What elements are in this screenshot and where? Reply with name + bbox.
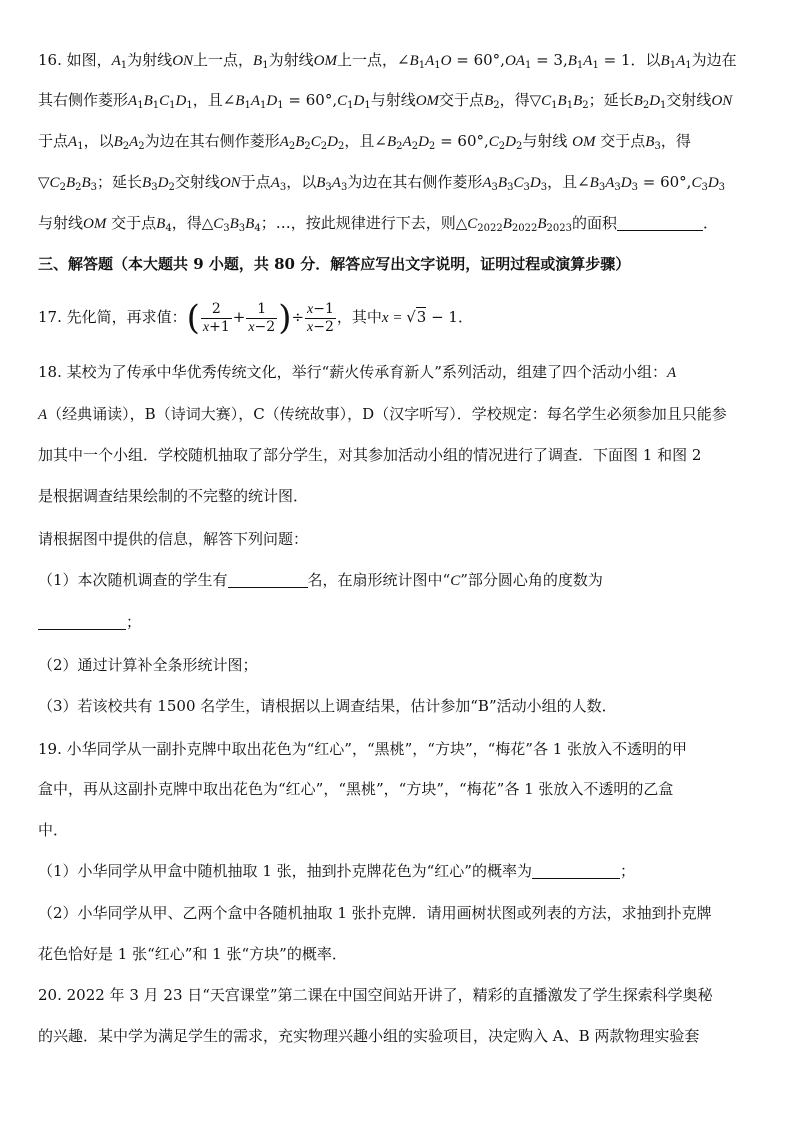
q19-line-1: 19. 小华同学从一副扑克牌中取出花色为“红心”，“黑桃”，“方块”，“梅花”各 1 张放入不透明的甲 <box>38 740 688 758</box>
q18-line-5: 请根据图中提供的信息，解答下列问题： <box>38 530 309 548</box>
q18-part-1: （1）本次随机调查的学生有 名，在扇形统计图中“C”部分圆心角的度数为 <box>38 571 603 589</box>
q18-line-2: A（经典诵读），B（诗词大赛），C（传统故事），D（汉字听写）．学校规定：每名学生必须参加且只能参 <box>38 405 727 423</box>
q19-part-1: （1）小华同学从甲盒中随机抽取 1 张，抽到扑克牌花色为“红心”的概率为 ； <box>38 862 635 880</box>
q18-part-3: （3）若该校共有 1500 名学生，请根据以上调查结果，估计参加“B”活动小组的人数． <box>38 697 617 715</box>
q19-line-2: 盒中，再从这副扑克牌中取出花色为“红心”，“黑桃”，“方块”，“梅花”各 1 张放入不透明的乙盒 <box>38 780 674 798</box>
q16-answer-blank[interactable] <box>617 214 703 231</box>
q16-line-2: 其右侧作菱形$A_1B_1C_1D_1$，且$\angle B_1A_1D_1 = 60^\circ,C_1D_1$与射线OM交于点$B_2$，得$▽C_1B_1B_2$；延长$B_2D_1$交射线ON <box>38 91 733 111</box>
q20-line-1: 20. 2022 年 3 月 23 日“天宫课堂”第二课在中国空间站开讲了，精彩的直播激发了学生探索科学奥秘 <box>38 986 713 1004</box>
q19-part-2: （2）小华同学从甲、乙两个盒中各随机抽取 1 张扑克牌．请用画树状图或列表的方法，求抽到扑克牌 <box>38 904 712 922</box>
q18-line-3: 加其中一个小组．学校随机抽取了部分学生，对其参加活动小组的情况进行了调查．下面图 1 和图 2 <box>38 446 702 464</box>
q18-part-2: （2）通过计算补全条形统计图； <box>38 656 258 674</box>
q18-students-blank[interactable] <box>228 571 308 588</box>
q16-line-3: 于点$A_1$，以$B_2A_2$为边在其右侧作菱形$A_2B_2C_2D_2$，且$\angle B_2A_2D_2 = 60^\circ,C_2D_2$与射线 OM 交于点$B_3$，得 <box>38 132 691 152</box>
q16-line-5: 与射线OM 交于点$B_4$，得$\triangle C_3B_3B_4$；…，按此规律进行下去，则$\triangle C_{2022}B_{2022}B_{2023}$的面积 ． <box>38 214 719 234</box>
q16-line-1: 16. 如图，$A_1$为射线ON上一点，$B_1$为射线OM上一点，$\angle B_1A_1O = 60^\circ,OA_1 = 3,B_1A_1 = 1$．以$B_1A_1$为边在 <box>38 51 737 71</box>
q16-line-4: $▽C_2B_2B_3$；延长$B_3D_2$交射线ON于点$A_3$，以$B_3A_3$为边在其右侧作菱形$A_3B_3C_3D_3$，且$\angle B_3A_3D_3 = 60^\circ,C_3D_3$ <box>38 173 726 193</box>
q18-line-1: 18. 某校为了传承中华优秀传统文化，举行“薪火传承育新人”系列活动，组建了四个活动小组：A <box>38 363 677 381</box>
q17-line: 17. 先化简，再求值：( $\frac{2}{x+1}$ + $\frac{1}{x-2}$ )÷ $\frac{x-1}{x-2}$ ，其中x = √3 − 1． <box>38 298 473 338</box>
section-3-heading: 三、解答题（本大题共 9 小题，共 80 分．解答应写出文字说明，证明过程或演算步骤） <box>38 255 631 273</box>
q19-part-2-cont: 花色恰好是 1 张“红心”和 1 张“方块”的概率． <box>38 945 347 963</box>
q18-angle-blank[interactable] <box>38 613 126 630</box>
q18-line-4: 是根据调查结果绘制的不完整的统计图． <box>38 487 309 505</box>
q18-part-1-cont: ； <box>38 612 141 634</box>
q19-line-3: 中． <box>38 821 69 839</box>
q19-probability-blank[interactable] <box>532 862 620 879</box>
q20-line-2: 的兴趣．某中学为满足学生的需求，充实物理兴趣小组的实验项目，决定购入 A、B 两款物理实验套 <box>38 1027 700 1045</box>
